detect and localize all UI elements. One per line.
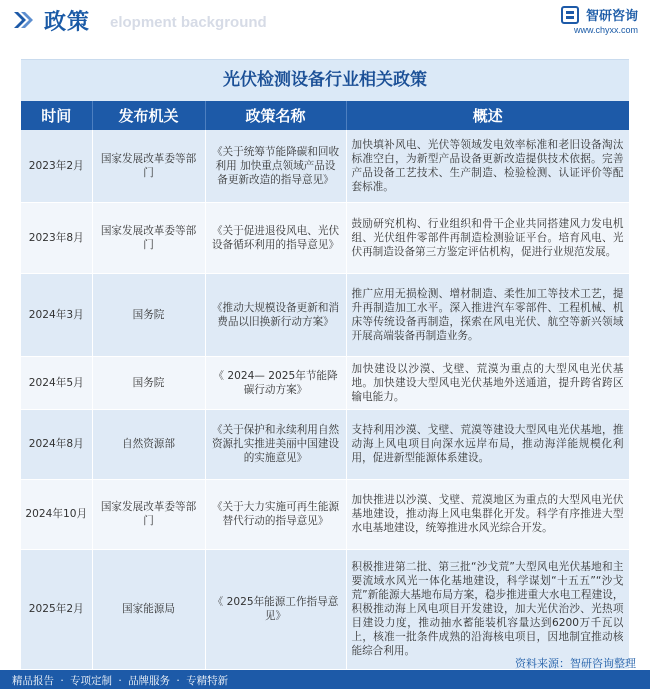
cell-agency: 国务院 [92,273,205,356]
cell-summary: 加快推进以沙漠、戈壁、荒漠地区为重点的大型风电光伏基地建设，推动海上风电集群化开发。科学有序推进大型水电基地建设，统筹推进水风光综合开发。 [346,479,629,549]
cell-policy: 《关于大力实施可再生能源替代行动的指导意见》 [205,479,346,549]
page-header [0,0,650,44]
table-header-row [21,101,629,130]
service-item: 专精特新 [186,675,229,687]
brand-logo [561,4,638,35]
cell-time: 2024年5月 [21,356,92,409]
service-separator: · [60,675,64,687]
table-row [21,479,629,549]
header-time: 时间 [21,101,92,130]
footer-bar [0,670,650,689]
cell-policy: 《关于促进退役风电、光伏设备循环利用的指导意见》 [205,202,346,273]
cell-summary: 积极推进第二批、第三批“沙戈荒”大型风电光伏基地和主要流域水风光一体化基地建设，科学谋划“十五五”“沙戈荒”新能源大基地布局方案，稳步推进重大水电工程建设，积极推动海上风电项目开发建设，加大光伏治沙、光热项目建设力度，推动抽水蓄能装机容量达到6200万千瓦以上，核准一批条件成熟的沿海核电项目，因地制宜推动核能综合利用。 [346,549,629,669]
cell-summary: 加快建设以沙漠、戈壁、荒漠为重点的大型风电光伏基地。加快建设大型风电光伏基地外送通道，提升跨省跨区输电能力。 [346,356,629,409]
table-row [21,409,629,479]
cell-summary: 加快填补风电、光伏等领域发电效率标准和老旧设备淘汰标准空白，为新型产品设备更新改造提供技术依据。完善产品设备工艺技术、生产制造、检验检测、认证评价等配套标准。 [346,130,629,202]
table-row [21,130,629,202]
cell-policy: 《 2024— 2025年节能降碳行动方案》 [205,356,346,409]
cell-agency: 国家能源局 [92,549,205,669]
cell-time: 2024年3月 [21,273,92,356]
cell-summary: 支持利用沙漠、戈壁、荒漠等建设大型风电光伏基地，推动海上风电项目向深水远岸布局，推动海洋能规模化利用，促进新型能源体系建设。 [346,409,629,479]
cell-policy: 《推动大规模设备更新和消费品以旧换新行动方案》 [205,273,346,356]
cell-agency: 国家发展改革委等部门 [92,202,205,273]
service-item: 专项定制 [70,675,113,687]
cell-policy: 《 2025年能源工作指导意见》 [205,549,346,669]
service-separator: · [176,675,180,687]
cell-summary: 推广应用无损检测、增材制造、柔性加工等技术工艺，提升再制造加工水平。深入推进汽车零部件、工程机械、机床等传统设备再制造，探索在风电光伏、航空等新兴领域开展高端装备再制造业务。 [346,273,629,356]
service-item: 品牌服务 [128,675,171,687]
cell-time: 2023年8月 [21,202,92,273]
table-row [21,273,629,356]
header-summary: 概述 [346,101,629,130]
header-watermark: elopment background [110,14,267,31]
cell-summary: 鼓励研究机构、行业组织和骨干企业共同搭建风力发电机组、光伏组件零部件再制造检测验证平台。培育风电、光伏再制造设备第三方鉴定评估机构，促进行业规范发展。 [346,202,629,273]
cell-agency: 国家发展改革委等部门 [92,130,205,202]
cell-policy: 《关于统筹节能降碳和回收利用 加快重点领域产品设备更新改造的指导意见》 [205,130,346,202]
table-row [21,202,629,273]
cell-policy: 《关于保护和永续利用自然资源扎实推进美丽中国建设的实施意见》 [205,409,346,479]
table-row [21,356,629,409]
cell-time: 2024年8月 [21,409,92,479]
source-note: 资料来源：智研咨询整理 [515,657,636,670]
logo-name: 智研咨询 [585,9,638,24]
cell-agency: 国家发展改革委等部门 [92,479,205,549]
double-chevron-icon [12,9,34,31]
cell-time: 2024年10月 [21,479,92,549]
footer-services [12,673,231,688]
header-agency: 发布机关 [92,101,205,130]
cell-agency: 自然资源部 [92,409,205,479]
table-title: 光伏检测设备行业相关政策 [21,59,629,101]
policy-table [21,101,630,670]
table-row [21,549,629,669]
page-title: 政策 [44,9,91,35]
cell-time: 2023年2月 [21,130,92,202]
service-separator: · [118,675,122,687]
header-policy: 政策名称 [205,101,346,130]
cell-time: 2025年2月 [21,549,92,669]
policy-table-container [21,59,629,670]
company-logo-icon [561,6,579,24]
cell-agency: 国务院 [92,356,205,409]
service-item: 精品报告 [12,675,54,687]
logo-url: www.chyxx.com [573,25,638,35]
